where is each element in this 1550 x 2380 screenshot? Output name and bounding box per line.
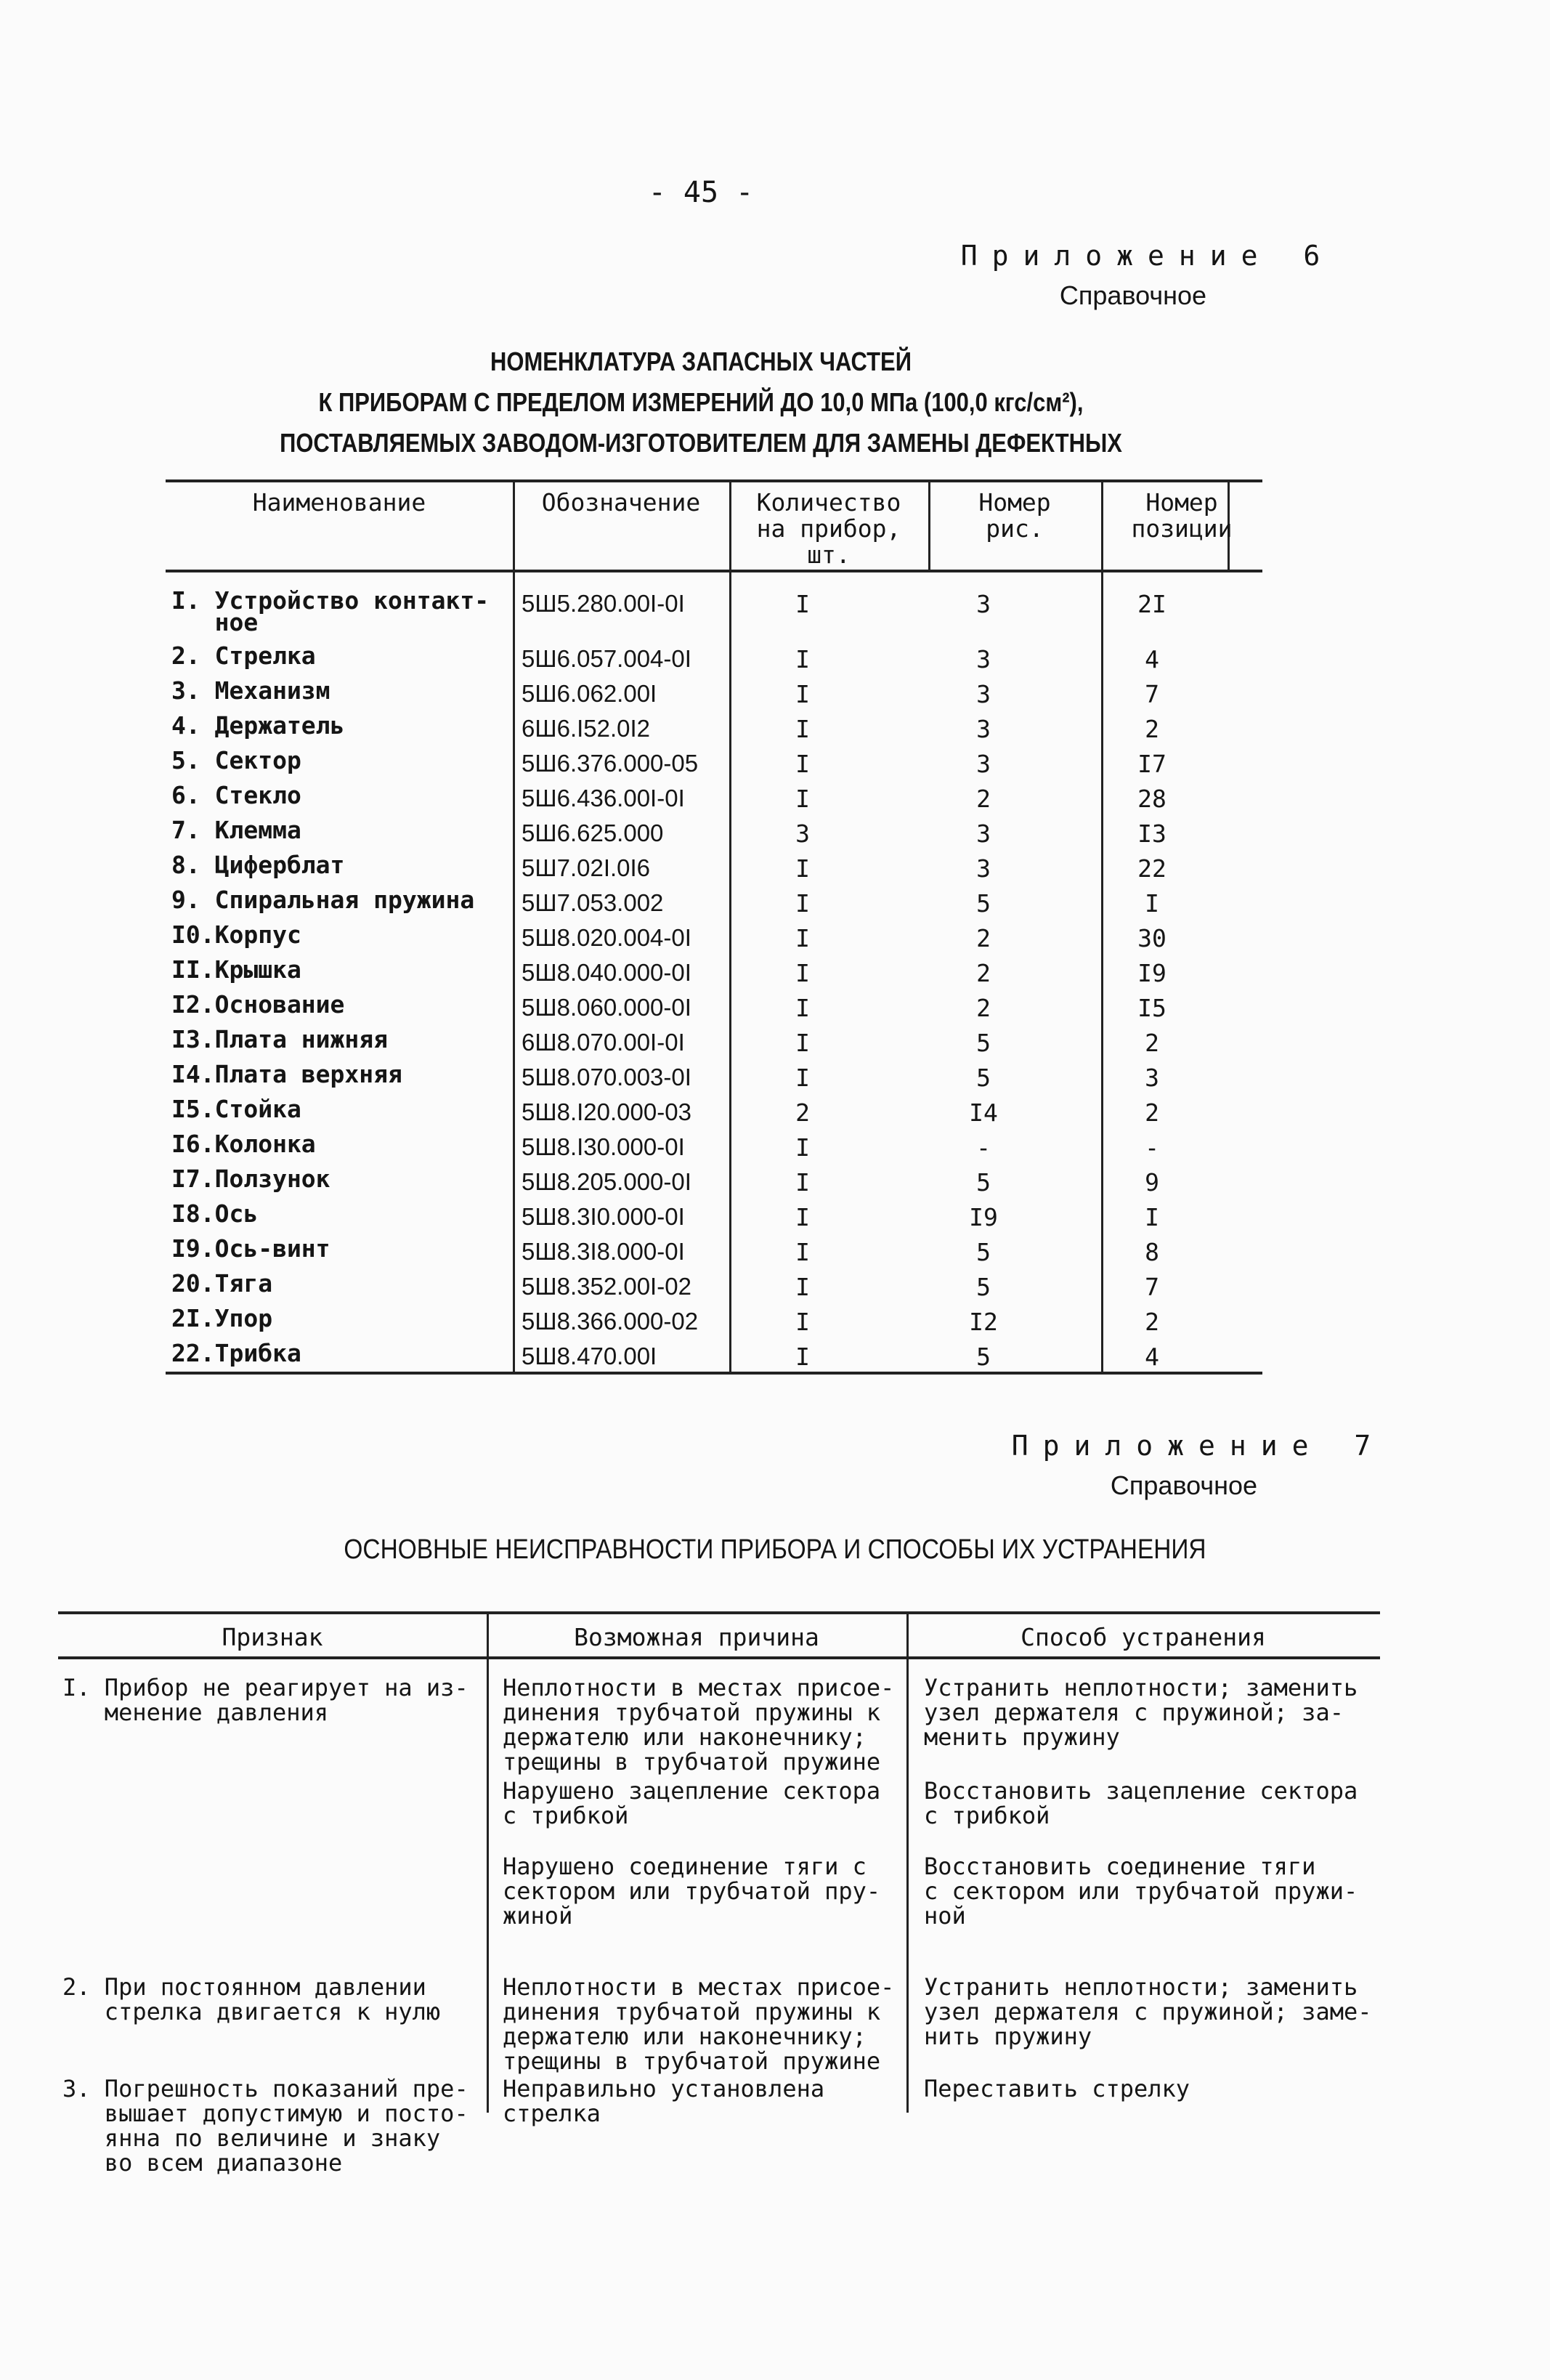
part-code: 5Ш8.3I8.000-0I bbox=[522, 1238, 685, 1265]
table-1-top-rule bbox=[166, 479, 1262, 482]
appendix-6-label: Приложение 6 bbox=[960, 240, 1335, 272]
table-1-header-rule bbox=[166, 570, 1262, 572]
fault-fix: Восстановить соединение тяги с сектором или трубчатой пружи- ной bbox=[924, 1853, 1358, 1930]
position-number: 2 bbox=[1145, 1308, 1159, 1336]
title-1-line-1: НОМЕНКЛАТУРА ЗАПАСНЫХ ЧАСТЕЙ bbox=[490, 347, 912, 376]
part-name: 20.Тяга bbox=[171, 1269, 273, 1298]
figure-number: I4 bbox=[969, 1098, 998, 1127]
fault-cause: Нарушено зацепление сектора с трибкой bbox=[503, 1777, 881, 1829]
table-row bbox=[166, 1269, 1262, 1308]
fault-fix: Переставить стрелку bbox=[924, 2075, 1190, 2102]
figure-number: 2 bbox=[976, 959, 991, 987]
part-code: 5Ш8.020.004-0I bbox=[522, 924, 691, 951]
figure-number: 5 bbox=[976, 1029, 991, 1057]
part-name: I2.Основание bbox=[171, 990, 345, 1019]
position-number: 7 bbox=[1145, 1273, 1159, 1301]
fault-cause: Неправильно установлена стрелка bbox=[503, 2075, 825, 2127]
part-qty: I bbox=[795, 959, 810, 987]
figure-number: I2 bbox=[969, 1308, 998, 1336]
position-number: 28 bbox=[1137, 785, 1166, 813]
position-number: 4 bbox=[1145, 1343, 1159, 1371]
part-code: 5Ш8.070.003-0I bbox=[522, 1064, 691, 1090]
appendix-7-label: Приложение 7 bbox=[1011, 1430, 1386, 1462]
faults-table bbox=[58, 1611, 1380, 2177]
position-number: 2 bbox=[1145, 715, 1159, 743]
part-code: 5Ш6.376.000-05 bbox=[522, 750, 699, 777]
appendix-6-kind: Справочное bbox=[1059, 280, 1207, 310]
header-fig: Номер рис. bbox=[978, 488, 1051, 543]
part-name: II.Крышка bbox=[171, 955, 301, 984]
fault-fix: Устранить неплотности; заменить узел держателя с пружиной; заме- нить пружину bbox=[924, 1973, 1372, 2050]
page-number: - 45 - bbox=[648, 176, 754, 209]
table-row bbox=[166, 676, 1262, 715]
part-qty: I bbox=[795, 1133, 810, 1162]
appendix-6 bbox=[944, 240, 1351, 311]
figure-number: 3 bbox=[976, 819, 991, 848]
table-row bbox=[166, 1165, 1262, 1203]
table-2-header-rule bbox=[58, 1656, 1380, 1659]
table-row bbox=[166, 955, 1262, 994]
position-number: I bbox=[1145, 1203, 1159, 1231]
position-number: 7 bbox=[1145, 680, 1159, 708]
table-row bbox=[166, 1060, 1262, 1098]
fault-fix: Устранить неплотности; заменить узел держателя с пружиной; за- менить пружину bbox=[924, 1674, 1358, 1751]
part-name: 7. Клемма bbox=[171, 816, 301, 844]
header-cause: Возможная причина bbox=[574, 1623, 819, 1651]
part-name: I0.Корпус bbox=[171, 920, 301, 949]
title-1 bbox=[98, 341, 1304, 464]
fault-cause: Неплотности в местах присое- динения трубчатой пружины к держателю или наконечнику; трещины в трубчатой пружине bbox=[503, 1973, 895, 2075]
part-code: 5Ш6.625.000 bbox=[522, 819, 664, 846]
part-name: 3. Механизм bbox=[171, 676, 330, 705]
appendix-7-kind: Справочное bbox=[1110, 1470, 1258, 1500]
part-code: 5Ш8.205.000-0I bbox=[522, 1168, 691, 1195]
part-qty: I bbox=[795, 1203, 810, 1231]
part-name: I3.Плата нижняя bbox=[171, 1025, 389, 1053]
header-sign: Признак bbox=[222, 1623, 323, 1651]
part-name: I4.Плата верхняя bbox=[171, 1060, 402, 1088]
part-code: 5Ш5.280.00I-0I bbox=[522, 590, 685, 617]
part-code: 5Ш8.366.000-02 bbox=[522, 1308, 699, 1335]
part-qty: I bbox=[795, 750, 810, 778]
position-number: I bbox=[1145, 889, 1159, 918]
figure-number: 5 bbox=[976, 1064, 991, 1092]
fault-fix: Восстановить зацепление сектора с трибкой bbox=[924, 1777, 1358, 1829]
figure-number: 3 bbox=[976, 590, 991, 618]
figure-number: - bbox=[976, 1133, 991, 1162]
table-row bbox=[166, 990, 1262, 1029]
table-row bbox=[166, 746, 1262, 785]
table-row bbox=[166, 781, 1262, 819]
title-1-line-3: ПОСТАВЛЯЕМЫХ ЗАВОДОМ-ИЗГОТОВИТЕЛЕМ ДЛЯ ЗАМЕНЫ ДЕФЕКТНЫХ bbox=[280, 428, 1122, 458]
part-qty: I bbox=[795, 785, 810, 813]
header-fix: Способ устранения bbox=[1021, 1623, 1266, 1651]
figure-number: I9 bbox=[969, 1203, 998, 1231]
part-qty: I bbox=[795, 924, 810, 952]
part-name: 2I.Упор bbox=[171, 1304, 273, 1332]
part-name: I7.Ползунок bbox=[171, 1165, 330, 1193]
part-code: 5Ш6.062.00I bbox=[522, 680, 657, 707]
part-qty: 2 bbox=[795, 1098, 810, 1127]
part-name: I8.Ось bbox=[171, 1199, 259, 1228]
position-number: 2I bbox=[1137, 590, 1166, 618]
figure-number: 3 bbox=[976, 715, 991, 743]
part-code: 5Ш6.436.00I-0I bbox=[522, 785, 685, 811]
table-row bbox=[166, 1130, 1262, 1168]
part-code: 5Ш7.02I.0I6 bbox=[522, 854, 651, 881]
position-number: 9 bbox=[1145, 1168, 1159, 1197]
part-code: 6Ш8.070.00I-0I bbox=[522, 1029, 685, 1056]
figure-number: 2 bbox=[976, 994, 991, 1022]
figure-number: 3 bbox=[976, 854, 991, 883]
figure-number: 3 bbox=[976, 645, 991, 673]
part-name: I9.Ось-винт bbox=[171, 1234, 330, 1263]
part-qty: I bbox=[795, 1343, 810, 1371]
position-number: I7 bbox=[1137, 750, 1166, 778]
figure-number: 5 bbox=[976, 1343, 991, 1371]
position-number: 4 bbox=[1145, 645, 1159, 673]
position-number: 2 bbox=[1145, 1098, 1159, 1127]
part-name: 2. Стрелка bbox=[171, 641, 316, 670]
position-number: - bbox=[1145, 1133, 1159, 1162]
header-code: Обозначение bbox=[541, 488, 701, 517]
part-qty: I bbox=[795, 1273, 810, 1301]
part-code: 5Ш8.3I0.000-0I bbox=[522, 1203, 685, 1230]
header-name: Наименование bbox=[252, 488, 426, 517]
table-row bbox=[166, 641, 1262, 680]
header-qty: Количество на прибор, шт. bbox=[756, 488, 901, 569]
part-code: 5Ш8.470.00I bbox=[522, 1343, 657, 1369]
part-qty: I bbox=[795, 1029, 810, 1057]
part-name: 8. Циферблат bbox=[171, 851, 345, 879]
table-row bbox=[166, 1339, 1262, 1377]
part-name: 22.Трибка bbox=[171, 1339, 301, 1367]
table-row bbox=[166, 920, 1262, 959]
part-qty: 3 bbox=[795, 819, 810, 848]
part-qty: I bbox=[795, 715, 810, 743]
title-1-line-2: К ПРИБОРАМ С ПРЕДЕЛОМ ИЗМЕРЕНИЙ ДО 10,0 МПа (100,0 кгс/см²), bbox=[318, 387, 1084, 417]
part-code: 6Ш6.I52.0I2 bbox=[522, 715, 651, 742]
part-name: I6.Колонка bbox=[171, 1130, 316, 1158]
part-qty: I bbox=[795, 1064, 810, 1092]
table-2-divider bbox=[906, 1611, 909, 2113]
table-row bbox=[166, 1025, 1262, 1064]
part-qty: I bbox=[795, 854, 810, 883]
table-row bbox=[166, 1234, 1262, 1273]
figure-number: 5 bbox=[976, 889, 991, 918]
figure-number: 2 bbox=[976, 785, 991, 813]
part-name: 4. Держатель bbox=[171, 711, 345, 740]
part-qty: I bbox=[795, 645, 810, 673]
table-row bbox=[166, 1095, 1262, 1133]
position-number: I9 bbox=[1137, 959, 1166, 987]
position-number: I3 bbox=[1137, 819, 1166, 848]
figure-number: 5 bbox=[976, 1273, 991, 1301]
table-row bbox=[166, 1304, 1262, 1343]
part-code: 5Ш6.057.004-0I bbox=[522, 645, 691, 672]
part-qty: I bbox=[795, 680, 810, 708]
position-number: I5 bbox=[1137, 994, 1166, 1022]
part-code: 5Ш8.I20.000-03 bbox=[522, 1098, 691, 1125]
part-name: 5. Сектор bbox=[171, 746, 301, 774]
spare-parts-table bbox=[166, 479, 1262, 1375]
figure-number: 3 bbox=[976, 750, 991, 778]
position-number: 3 bbox=[1145, 1064, 1159, 1092]
table-row bbox=[166, 816, 1262, 854]
header-pos: Номер позиции bbox=[1131, 488, 1233, 543]
part-qty: I bbox=[795, 1308, 810, 1336]
position-number: 30 bbox=[1137, 924, 1166, 952]
part-qty: I bbox=[795, 1238, 810, 1266]
part-code: 5Ш7.053.002 bbox=[522, 889, 664, 916]
part-code: 5Ш8.352.00I-02 bbox=[522, 1273, 691, 1300]
position-number: 22 bbox=[1137, 854, 1166, 883]
fault-sign: 2. При постоянном давлении стрелка двигается к нулю bbox=[62, 1973, 441, 2025]
table-row bbox=[166, 586, 1262, 636]
appendix-7 bbox=[995, 1430, 1402, 1501]
part-qty: I bbox=[795, 590, 810, 618]
table-2-top-rule bbox=[58, 1611, 1380, 1614]
fault-sign: I. Прибор не реагирует на из- менение давления bbox=[62, 1674, 468, 1726]
part-code: 5Ш8.I30.000-0I bbox=[522, 1133, 685, 1160]
figure-number: 5 bbox=[976, 1168, 991, 1197]
figure-number: 2 bbox=[976, 924, 991, 952]
part-qty: I bbox=[795, 1168, 810, 1197]
part-qty: I bbox=[795, 889, 810, 918]
part-code: 5Ш8.060.000-0I bbox=[522, 994, 691, 1021]
fault-cause: Нарушено соединение тяги с сектором или трубчатой пру- жиной bbox=[503, 1853, 881, 1930]
table-row bbox=[166, 851, 1262, 889]
part-qty: I bbox=[795, 994, 810, 1022]
table-2-divider bbox=[487, 1611, 489, 2113]
position-number: 8 bbox=[1145, 1238, 1159, 1266]
part-name: I5.Стойка bbox=[171, 1095, 301, 1123]
part-name: 6. Стекло bbox=[171, 781, 301, 809]
fault-sign: 3. Погрешность показаний пре- вышает допустимую и посто- янна по величине и знаку во всем диапазоне bbox=[62, 2075, 468, 2177]
part-code: 5Ш8.040.000-0I bbox=[522, 959, 691, 986]
fault-cause: Неплотности в местах присое- динения трубчатой пружины к держателю или наконечнику; трещины в трубчатой пружине bbox=[503, 1674, 895, 1776]
figure-number: 3 bbox=[976, 680, 991, 708]
title-2: ОСНОВНЫЕ НЕИСПРАВНОСТИ ПРИБОРА И СПОСОБЫ ИХ УСТРАНЕНИЯ bbox=[344, 1534, 1206, 1565]
part-name: I. Устройство контакт- ное bbox=[171, 586, 490, 636]
position-number: 2 bbox=[1145, 1029, 1159, 1057]
table-row bbox=[166, 711, 1262, 750]
figure-number: 5 bbox=[976, 1238, 991, 1266]
part-name: 9. Спиральная пружина bbox=[171, 886, 475, 914]
table-row bbox=[166, 1199, 1262, 1238]
table-row bbox=[166, 886, 1262, 924]
